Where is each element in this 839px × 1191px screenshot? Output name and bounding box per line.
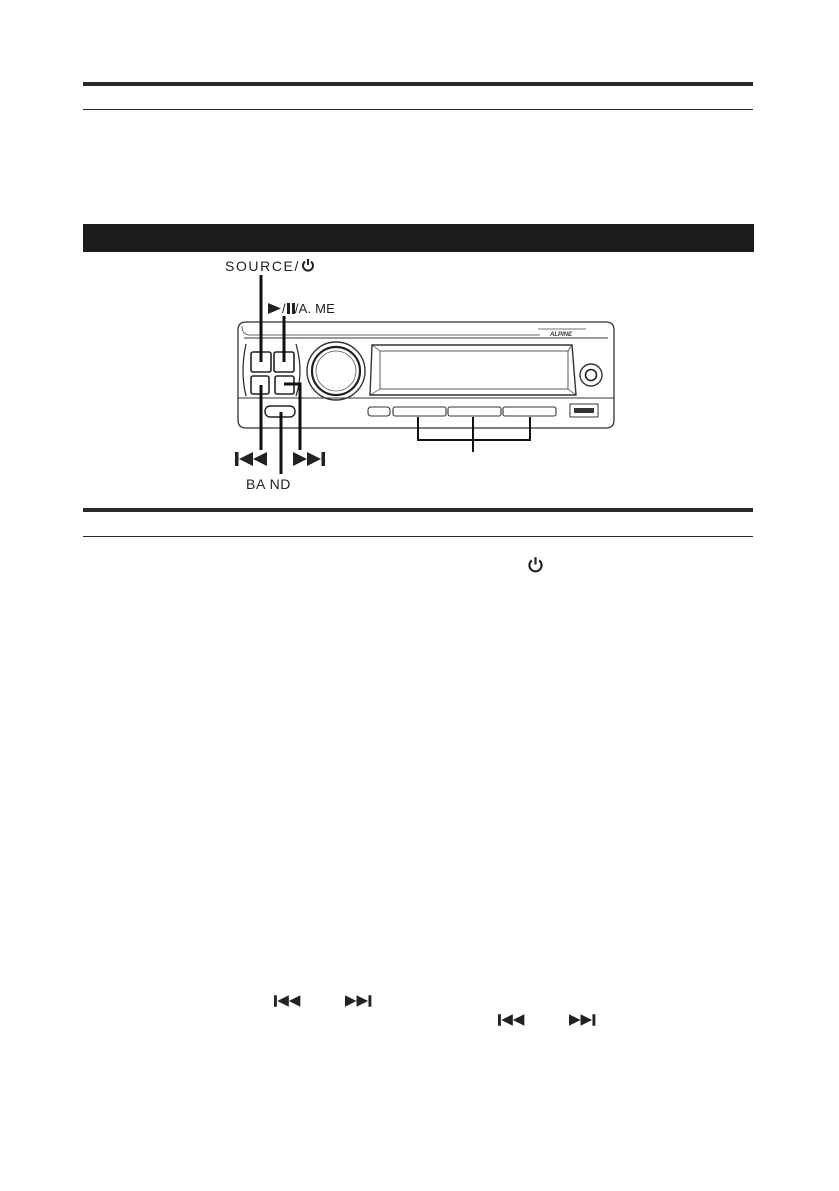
- skip-next-icon: [569, 1014, 597, 1026]
- usb-port-icon: [570, 404, 598, 417]
- left-button-block: [243, 344, 300, 396]
- rotary-knob[interactable]: [307, 342, 365, 400]
- preset-button-3[interactable]: [503, 407, 556, 416]
- lower-subheading-rule: [83, 536, 753, 537]
- small-front-button[interactable]: [368, 407, 390, 416]
- skip-next-icon: [345, 995, 373, 1007]
- preset-button-1[interactable]: [393, 407, 446, 416]
- preset-button-2[interactable]: [448, 407, 501, 416]
- skip-previous-icon: [498, 1014, 526, 1026]
- power-icon: [527, 556, 544, 573]
- display-window: [370, 345, 576, 395]
- callout-lines: [261, 275, 300, 474]
- lower-heading-rule: [83, 508, 753, 512]
- band-label: BA ND: [246, 476, 292, 492]
- play-pause-ame-label: / /A. ME: [268, 301, 335, 316]
- ame-label-text: /A. ME: [294, 301, 336, 316]
- skip-previous-icon: [274, 995, 302, 1007]
- preset-bracket: [418, 417, 530, 452]
- svg-text:ALPINE: ALPINE: [549, 332, 573, 338]
- brand-logo: [538, 329, 586, 338]
- source-label-text: SOURCE/: [225, 258, 300, 274]
- aux-jack: [580, 364, 602, 386]
